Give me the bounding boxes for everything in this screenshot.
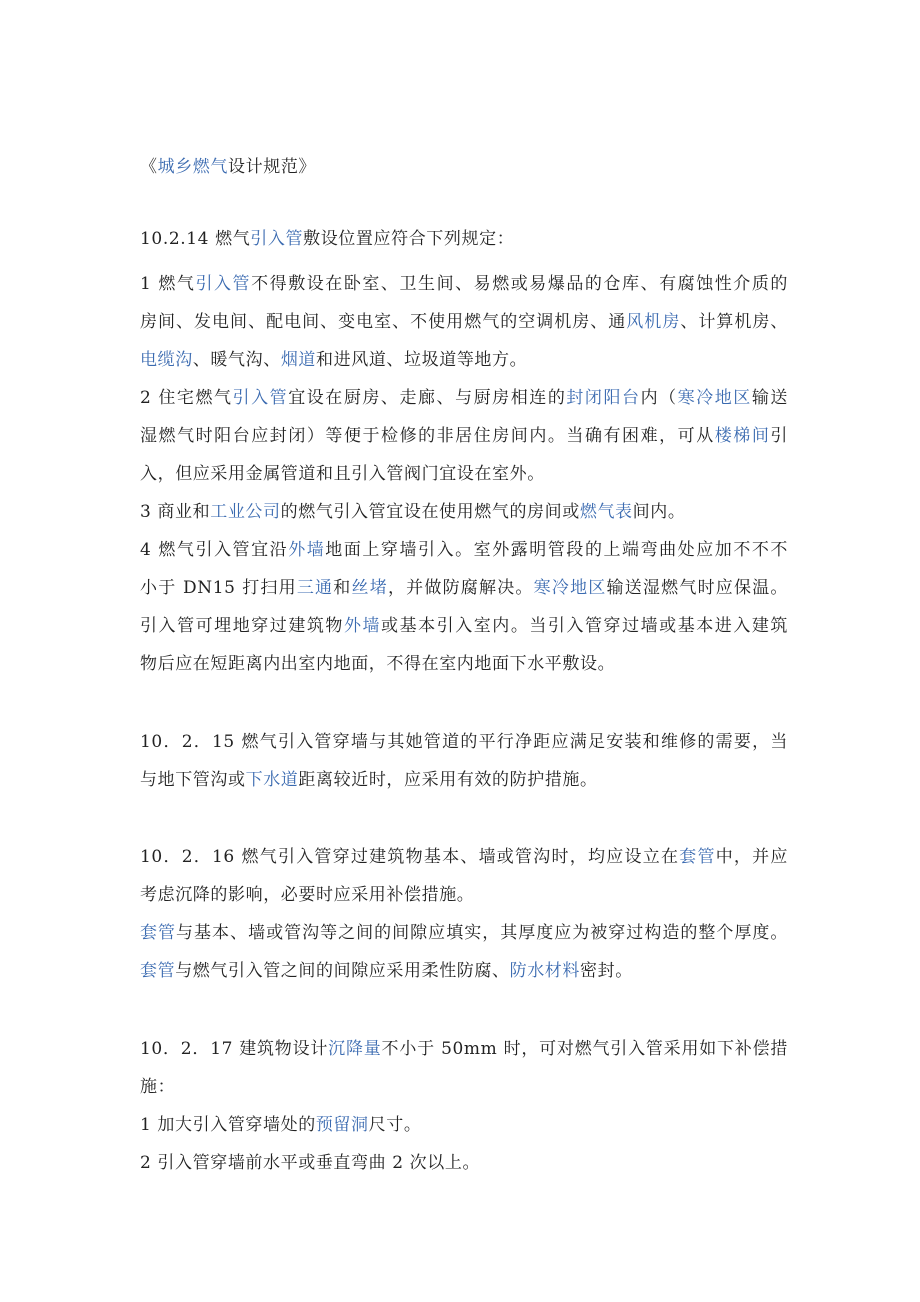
text-segment: 尺寸。 (368, 1115, 422, 1135)
text-line (140, 227, 514, 251)
document-title (140, 155, 316, 179)
term-link[interactable]: 沉降量 (328, 1039, 382, 1059)
text-segment: 输送 (751, 388, 788, 408)
text-segment: 与地下管沟或 (140, 770, 246, 790)
text-segment: 《 (140, 157, 158, 177)
term-link[interactable]: 外墙 (343, 616, 382, 636)
text-segment: ，并做防腐解决。 (387, 578, 534, 598)
text-segment: 3 商业和 (140, 502, 211, 522)
text-segment: 房间、发电间、配电间、变电室、不使用燃气的空调机房、通 (140, 312, 627, 332)
text-segment: 2 住宅燃气 (140, 388, 233, 408)
text-segment: 10．2．15 燃气引入管穿墙与其她管道的平行净距应满足安装和维修的需要，当 (140, 732, 788, 752)
text-line (140, 730, 788, 754)
term-link[interactable]: 引入管 (250, 229, 304, 249)
text-line (140, 538, 788, 562)
term-link[interactable]: 电缆沟 (140, 350, 193, 370)
text-line (140, 386, 788, 410)
text-segment: 小于 DN15 打扫用 (140, 578, 297, 598)
text-line (140, 576, 788, 600)
text-segment: 的燃气引入管宜设在使用燃气的房间或 (280, 502, 580, 522)
text-segment: 2 引入管穿墙前水平或垂直弯曲 2 次以上。 (140, 1153, 481, 1173)
text-line (140, 310, 788, 334)
text-segment: 入，但应采用金属管道和且引入管阀门宜设在室外。 (140, 464, 545, 484)
text-line (140, 348, 527, 372)
text-segment: 中，并应 (715, 847, 789, 867)
text-segment: 引入管可埋地穿过建筑物 (140, 616, 344, 636)
text-line (140, 845, 788, 869)
term-link[interactable]: 燃气表 (579, 502, 633, 522)
text-segment: 与燃气引入管之间的间隙应采用柔性防腐、 (175, 961, 510, 981)
text-segment: 施： (140, 1077, 176, 1097)
term-link[interactable]: 套管 (140, 961, 176, 981)
term-link[interactable]: 套管 (679, 847, 716, 867)
term-link[interactable]: 风机房 (626, 312, 681, 332)
text-segment: 和 (333, 578, 352, 598)
text-segment: 考虑沉降的影响，必要时应采用补偿措施。 (140, 885, 475, 905)
text-segment: 湿燃气时阳台应封闭）等便于检修的非居住房间内。当确有困难，可从 (140, 426, 715, 446)
text-line (140, 1151, 480, 1175)
text-segment: 1 燃气 (140, 274, 196, 294)
text-line (140, 768, 598, 792)
text-line (140, 883, 474, 907)
term-link[interactable]: 楼梯间 (714, 426, 771, 446)
text-segment: 不得敷设在卧室、卫生间、易燃或易爆品的仓库、有腐蚀性介质的 (251, 274, 788, 294)
text-segment: 不小于 50mm 时，可对燃气引入管采用如下补偿措 (381, 1039, 788, 1059)
text-line (140, 959, 633, 983)
term-link[interactable]: 引入管 (232, 388, 289, 408)
text-line (140, 652, 615, 676)
text-segment: 与基本、墙或管沟等之间的间隙应填实，其厚度应为被穿过构造的整个厚度。 (176, 923, 788, 943)
text-segment: 距离较近时，应采用有效的防护措施。 (298, 770, 598, 790)
text-line (140, 1037, 788, 1061)
text-segment: 敷设位置应符合下列规定： (303, 229, 515, 249)
text-segment: 引 (770, 426, 788, 446)
text-segment: 物后应在短距离内出室内地面，不得在室内地面下水平敷设。 (140, 654, 616, 674)
text-segment: 、计算机房、 (680, 312, 788, 332)
term-link[interactable]: 套管 (140, 923, 177, 943)
text-segment: 设计规范》 (228, 157, 317, 177)
text-segment: 输送湿燃气时应保温。 (606, 578, 789, 598)
term-link[interactable]: 三通 (296, 578, 334, 598)
term-link[interactable]: 寒冷地区 (677, 388, 752, 408)
text-line (140, 1075, 175, 1099)
term-link[interactable]: 外墙 (288, 540, 326, 560)
text-segment: 10．2．16 燃气引入管穿过建筑物基本、墙或管沟时，均应设立在 (140, 847, 680, 867)
text-segment: 1 加大引入管穿墙处的 (140, 1115, 316, 1135)
text-segment: 宜设在厨房、走廊、与厨房相连的 (288, 388, 567, 408)
term-link[interactable]: 预留洞 (315, 1115, 369, 1135)
text-segment: 间内。 (632, 502, 686, 522)
term-link[interactable]: 寒冷地区 (533, 578, 607, 598)
term-link[interactable]: 丝堵 (351, 578, 388, 598)
text-line (140, 500, 685, 524)
text-segment: 10.2.14 燃气 (140, 229, 251, 249)
text-line (140, 462, 545, 486)
term-link[interactable]: 防水材料 (509, 961, 581, 981)
text-line (140, 614, 788, 638)
text-segment: 密封。 (580, 961, 633, 981)
text-line (140, 921, 788, 945)
term-link[interactable]: 下水道 (245, 770, 299, 790)
text-line (140, 1113, 421, 1137)
term-link[interactable]: 引入管 (195, 274, 252, 294)
text-segment: 地面上穿墙引入。室外露明管段的上端弯曲处应加不不不 (325, 540, 789, 560)
term-link[interactable]: 工业公司 (210, 502, 281, 522)
text-segment: 4 燃气引入管宜沿 (140, 540, 289, 560)
term-link[interactable]: 封闭阳台 (566, 388, 641, 408)
text-line (140, 272, 788, 296)
text-segment: 内（ (640, 388, 678, 408)
text-segment: 10．2．17 建筑物设计 (140, 1039, 329, 1059)
term-link[interactable]: 烟道 (280, 350, 317, 370)
text-segment: 或基本引入室内。当引入管穿过墙或基本进入建筑 (381, 616, 789, 636)
text-segment: 、暖气沟、 (192, 350, 281, 370)
term-link[interactable]: 城乡燃气 (157, 157, 229, 177)
text-line (140, 424, 788, 448)
text-segment: 和进风道、垃圾道等地方。 (316, 350, 528, 370)
